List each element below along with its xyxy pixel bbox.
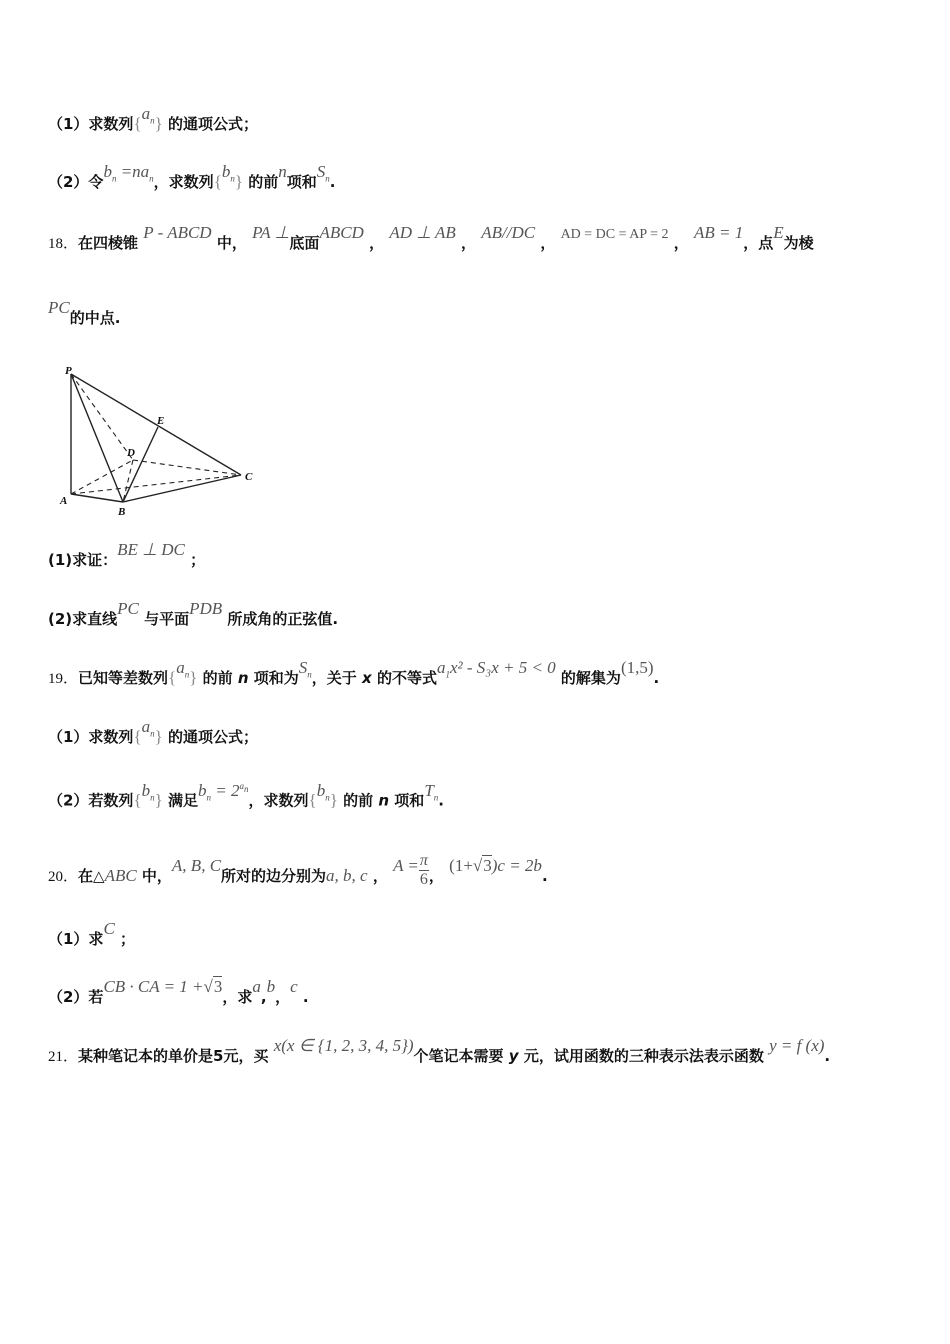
q18-line1: 18．在四棱锥 P - ABCD 中， PA ⊥底面ABCD ， AD ⊥ AB ， AB//DC ， AD = DC = AP = 2 ， AB = 1，点E为棱 [48, 223, 814, 252]
q17-p1-math: $a_n$ [141, 104, 155, 126]
solid-edges [71, 374, 241, 502]
q18-sub1: (1)求证：BE ⊥ DC ； [48, 540, 206, 569]
q17-p2-def: $b_n =na_n$ [103, 162, 154, 184]
q17-p2-sum: $S_n$ [316, 162, 330, 184]
q20-dot-product: CB · CA = 1 +√3 [103, 977, 223, 996]
label-C: C [245, 471, 253, 483]
q18-line2: PC的中点. [48, 298, 121, 327]
q17-p2-bn: $b_n$ [221, 162, 235, 184]
q18-sub2: (2)求直线PC 与平面PDB 所成角的正弦值. [48, 599, 339, 628]
q20-equation: (1+√3)c = 2b [449, 856, 542, 875]
q17-part1: （1）求数列$\{a_n\}$ 的通项公式； [48, 104, 259, 133]
q19-part1: （1）求数列$\{a_n\}$ 的通项公式； [48, 717, 259, 746]
label-D: D [127, 447, 135, 459]
q21-line1: 21．某种笔记本的单价是5元，买 x(x ∈ {1, 2, 3, 4, 5})个笔记本需要 y 元，试用函数的三种表示法表示函数 y = f (x). [48, 1036, 831, 1065]
q19-line1: 19．已知等差数列$\{a_n\}$ 的前 n 项和为$S_n$，关于 x 的不等式$a_1x^2 - S_3x + 5 < 0$ 的解集为(1,5). [48, 658, 660, 687]
q17-p1-label: （1）求数列 [48, 115, 134, 133]
label-E: E [157, 415, 165, 427]
pyramid-figure [55, 362, 275, 522]
label-P: P [65, 365, 72, 377]
q20-line1: 20．在△ABC 中，A, B, C所对的边分别为a, b, c ， A = $\frac{\pi}{6}$ ， (1+√3)c = 2b. [48, 852, 548, 888]
label-B: B [118, 506, 126, 518]
q19-bn-def: $b_n = 2^{a_n}$ [198, 780, 249, 803]
label-A: A [60, 495, 68, 507]
q19-part2: （2）若数列$\{b_n\}$ 满足$b_n = 2^{a_n}$，求数列$\{b_n\}$ 的前 n 项和$T_n$. [48, 780, 444, 810]
q18-number: 18． [48, 236, 79, 252]
q17-p1-tail: 的通项公式； [168, 115, 259, 133]
q20-part2: （2）若CB · CA = 1 +√3，求a,b，c . [48, 977, 309, 1006]
q19-inequality: $a_1x^2 - S_3x + 5 < 0$ [436, 658, 556, 680]
q20-fraction: $\frac{\pi}{6}$ [419, 852, 428, 888]
q20-part1: （1）求C ； [48, 919, 136, 948]
q17-part2: （2）令$b_n =na_n$，求数列$\{b_n\}$ 的前n项和$S_n$. [48, 162, 336, 191]
